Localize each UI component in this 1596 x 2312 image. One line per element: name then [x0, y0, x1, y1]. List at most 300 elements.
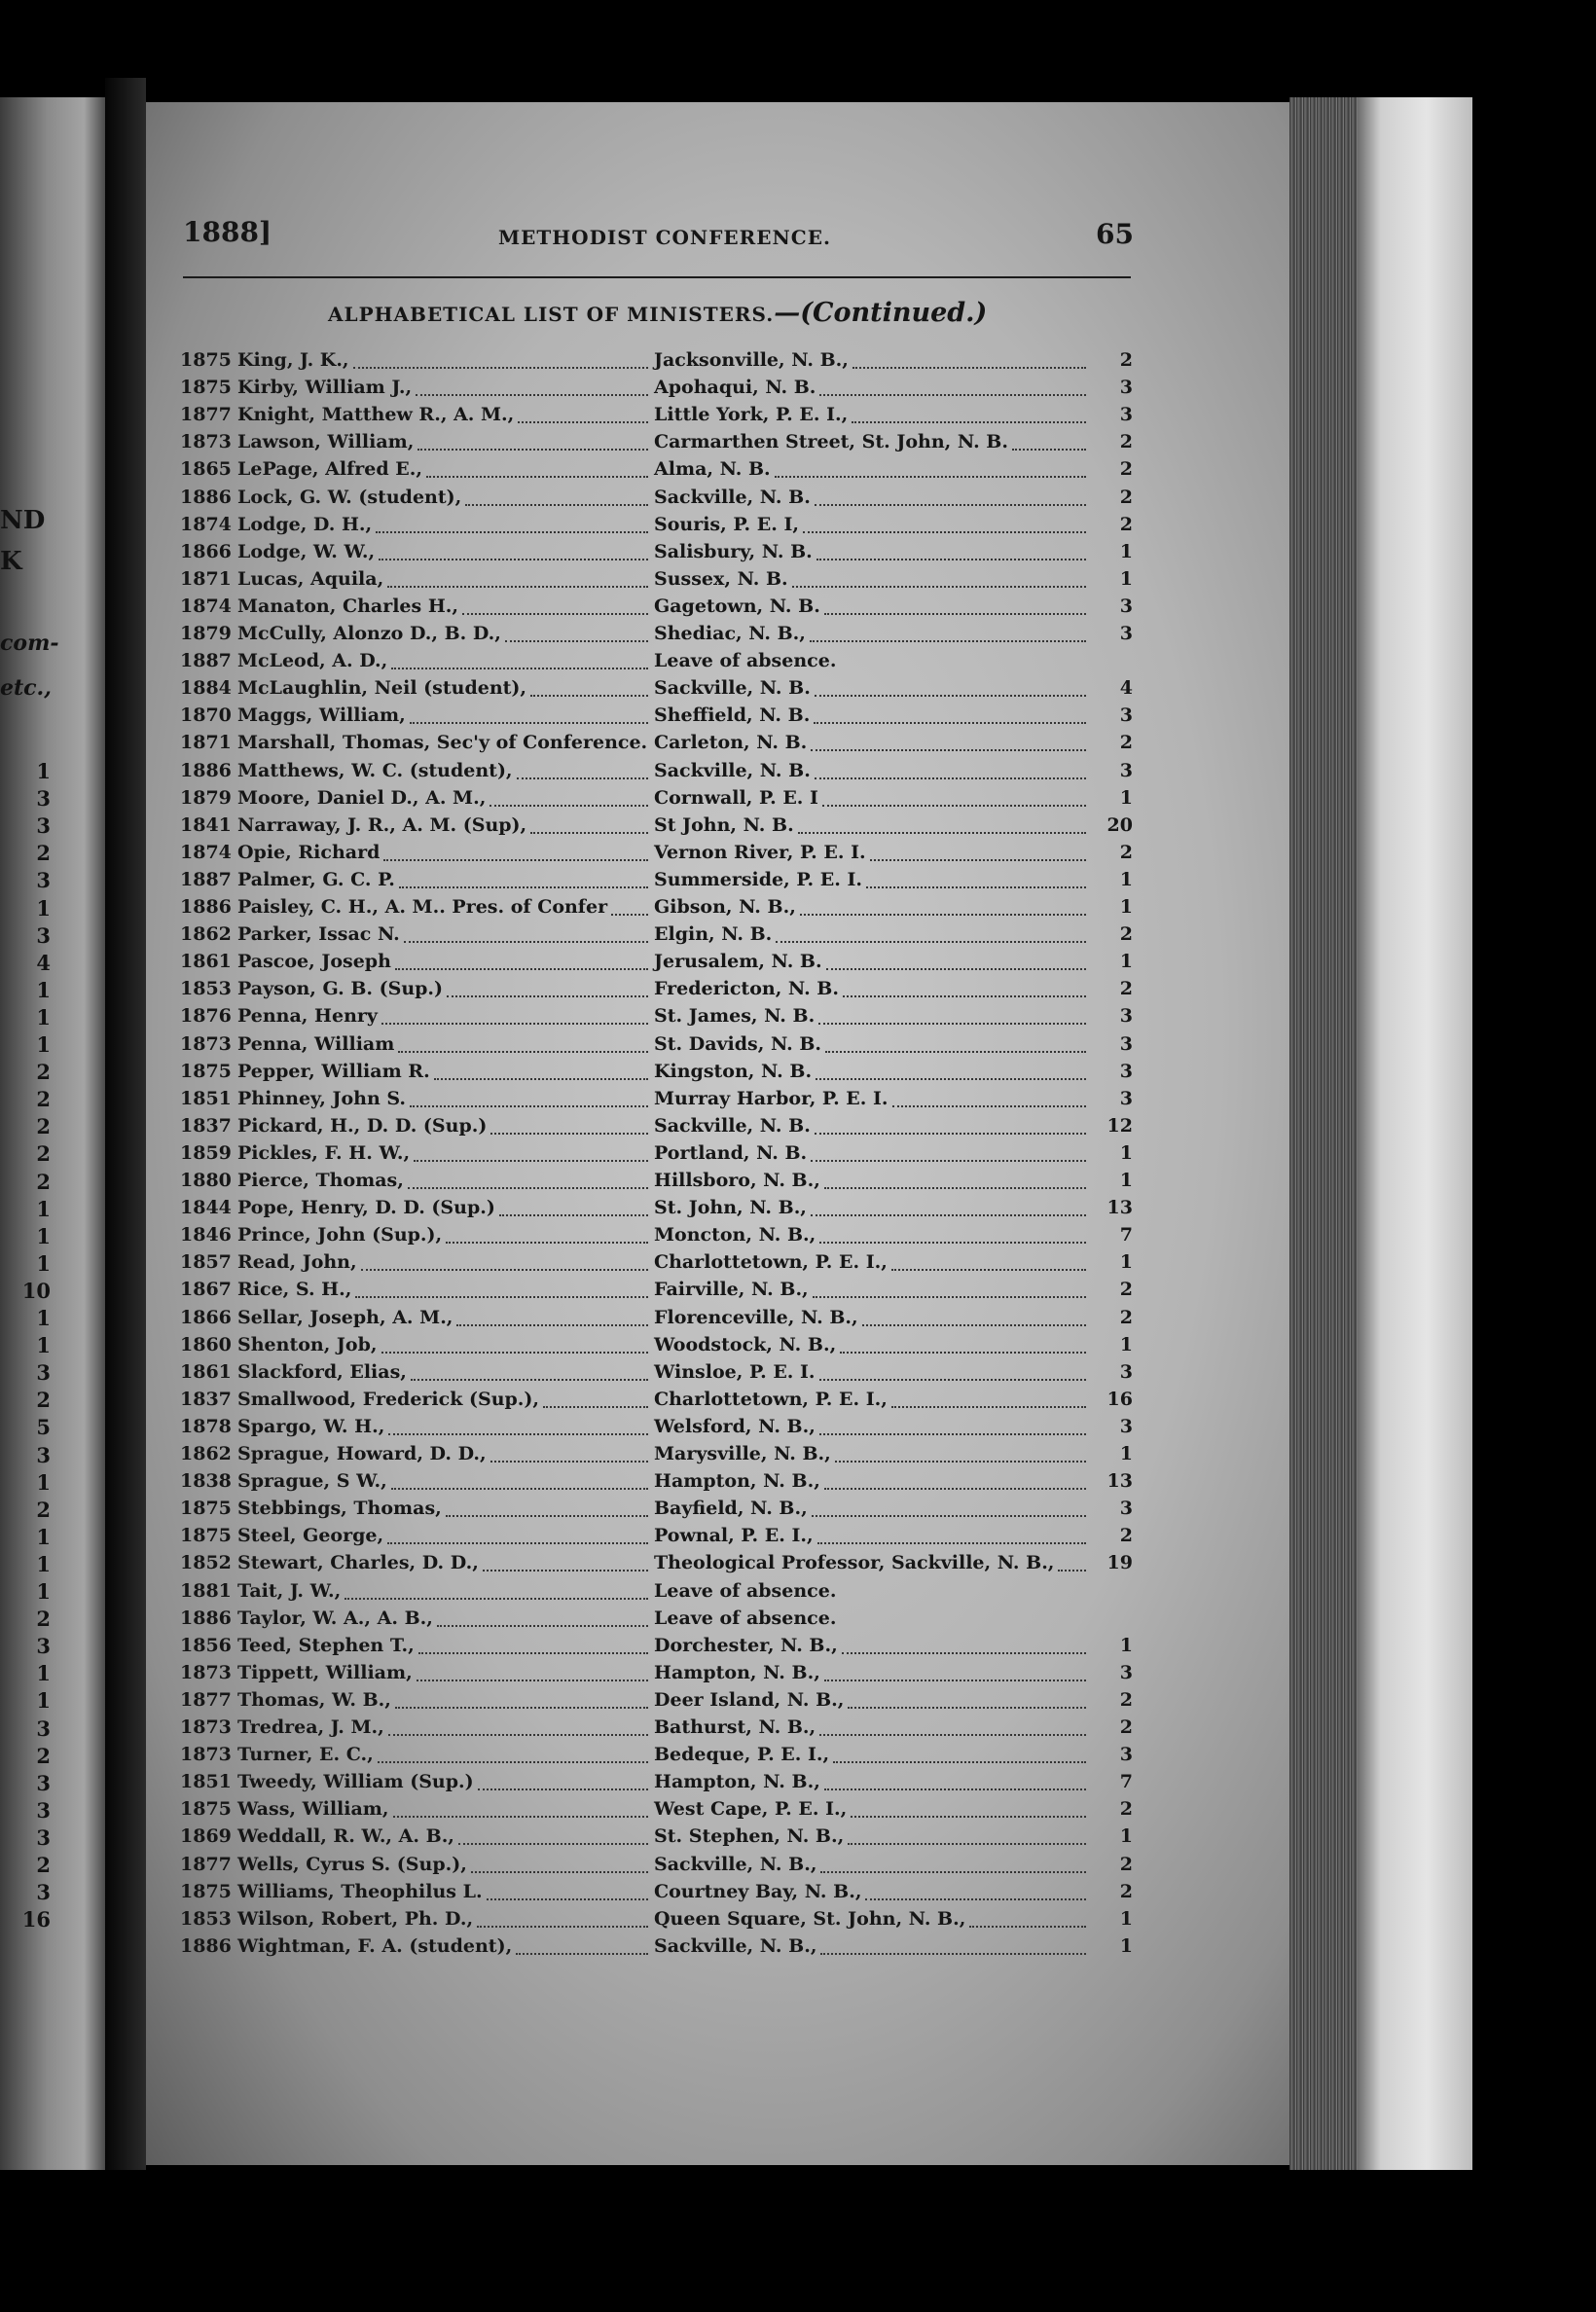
dot-leader — [391, 668, 648, 669]
years-count: 1 — [1119, 540, 1133, 562]
entry-year: 1876 — [180, 1005, 232, 1028]
station-location: Dorchester, N. B., — [654, 1634, 838, 1656]
station-location: Sheffield, N. B. — [654, 704, 811, 727]
left-page-number: 2 — [36, 1169, 51, 1194]
list-item — [0, 455, 1596, 483]
entry-year: 1879 — [180, 623, 232, 644]
left-page-number: 3 — [36, 922, 51, 948]
years-count: 1 — [1119, 1443, 1133, 1464]
list-item — [0, 538, 1596, 565]
left-page-number: 2 — [36, 1087, 51, 1112]
entry-year: 1851 — [180, 1087, 232, 1109]
left-page-number: 1 — [36, 1524, 51, 1549]
minister-name: Kirby, William J., — [237, 377, 413, 399]
station-location: Salisbury, N. B. — [654, 540, 813, 562]
dot-leader — [404, 941, 648, 943]
list-item — [0, 702, 1596, 729]
station-location: Woodstock, N. B., — [654, 1333, 837, 1355]
station-location: Gibson, N. B., — [654, 896, 796, 918]
minister-name: Wells, Cyrus S. (Sup.), — [237, 1853, 467, 1875]
minister-name: Payson, G. B. (Sup.) — [237, 978, 444, 1000]
dot-leader — [819, 1379, 1086, 1381]
entry-year: 1871 — [180, 732, 232, 754]
years-count: 1 — [1119, 951, 1133, 973]
years-count: 3 — [1119, 1060, 1133, 1082]
station-location: Carleton, N. B. — [654, 732, 808, 754]
minister-name: Sprague, S W., — [237, 1470, 387, 1493]
list-item — [0, 1167, 1596, 1194]
dot-leader — [410, 722, 648, 724]
years-count: 2 — [1119, 732, 1133, 754]
list-item — [0, 1577, 1596, 1605]
years-count: 20 — [1106, 813, 1133, 836]
station-location: Leave of absence. — [654, 1607, 837, 1629]
entry-year: 1886 — [180, 896, 232, 918]
years-count: 2 — [1119, 923, 1133, 946]
station-location: Marysville, N. B., — [654, 1443, 831, 1464]
years-count: 3 — [1119, 1744, 1133, 1766]
minister-name: Palmer, G. C. P. — [237, 868, 395, 890]
entry-year: 1877 — [180, 404, 232, 426]
years-count: 2 — [1119, 1306, 1133, 1328]
left-page-number: 3 — [36, 868, 51, 893]
dot-leader — [891, 1269, 1086, 1271]
dot-leader — [866, 886, 1086, 888]
list-item — [0, 1495, 1596, 1522]
station-location: Cornwall, P. E. I — [654, 786, 818, 809]
left-page-number: 2 — [36, 1743, 51, 1768]
dot-leader — [1058, 1570, 1086, 1571]
left-page-number: 1 — [36, 1688, 51, 1714]
minister-name: Lawson, William, — [237, 431, 415, 453]
minister-name: Wilson, Robert, Ph. D., — [237, 1907, 474, 1930]
dot-leader — [969, 1926, 1086, 1928]
list-item — [0, 1030, 1596, 1058]
list-item — [0, 1878, 1596, 1905]
station-location: St. John, N. B., — [654, 1197, 807, 1219]
minister-name: Tredrea, J. M., — [237, 1716, 384, 1738]
left-page-number: 3 — [36, 1634, 51, 1659]
entry-year: 1869 — [180, 1825, 232, 1848]
station-location: St. Stephen, N. B., — [654, 1825, 845, 1848]
entry-year: 1851 — [180, 1771, 232, 1793]
station-location: Elgin, N. B. — [654, 923, 773, 946]
station-location: Souris, P. E. I, — [654, 513, 799, 535]
minister-name: Rice, S. H., — [237, 1279, 352, 1301]
left-page-number: 2 — [36, 1853, 51, 1877]
dot-leader — [530, 695, 648, 697]
station-location: Courtney Bay, N. B., — [654, 1880, 862, 1902]
years-count: 1 — [1119, 567, 1133, 590]
minister-name: Sellar, Joseph, A. M., — [237, 1306, 453, 1328]
years-count: 12 — [1106, 1114, 1133, 1137]
entry-year: 1874 — [180, 595, 232, 617]
dot-leader — [820, 1871, 1086, 1873]
minister-name: Lock, G. W. (student), — [237, 486, 462, 508]
entry-year: 1881 — [180, 1579, 232, 1602]
dot-leader — [833, 1761, 1086, 1763]
entry-year: 1875 — [180, 1498, 232, 1520]
list-item — [0, 1768, 1596, 1795]
entry-year: 1857 — [180, 1251, 232, 1274]
dot-leader — [417, 1680, 648, 1681]
station-location: Deer Island, N. B., — [654, 1688, 845, 1711]
station-location: Shediac, N. B., — [654, 623, 806, 644]
list-item — [0, 1002, 1596, 1030]
minister-name: Lodge, W. W., — [237, 540, 376, 562]
years-count: 7 — [1119, 1224, 1133, 1246]
dot-leader — [530, 832, 648, 834]
minister-name: Parker, Issac N. — [237, 923, 400, 946]
list-item — [0, 975, 1596, 1002]
dot-leader — [388, 1734, 648, 1736]
station-location: Florenceville, N. B., — [654, 1306, 858, 1328]
dot-leader — [813, 1296, 1086, 1298]
years-count: 3 — [1119, 1360, 1133, 1383]
entry-year: 1844 — [180, 1197, 232, 1219]
station-location: Winsloe, P. E. I. — [654, 1360, 816, 1383]
entry-year: 1856 — [180, 1634, 232, 1656]
list-item — [0, 1248, 1596, 1276]
dot-leader — [817, 1542, 1086, 1544]
dot-leader — [411, 1379, 648, 1381]
left-page-number: 1 — [36, 759, 51, 783]
station-location: Murray Harbor, P. E. I. — [654, 1087, 889, 1109]
station-location: Sackville, N. B. — [654, 486, 811, 508]
station-location: Charlottetown, P. E. I., — [654, 1388, 888, 1410]
minister-name: Steel, George, — [237, 1525, 384, 1547]
dot-leader — [825, 1051, 1086, 1053]
dot-leader — [803, 531, 1086, 533]
entry-year: 1887 — [180, 650, 232, 672]
left-page-number: 10 — [21, 1278, 51, 1303]
station-location: Summerside, P. E. I. — [654, 868, 862, 890]
list-item — [0, 1194, 1596, 1221]
years-count: 3 — [1119, 377, 1133, 399]
years-count: 1 — [1119, 1825, 1133, 1848]
list-item — [0, 1741, 1596, 1768]
dot-leader — [499, 1214, 648, 1216]
list-item — [0, 1686, 1596, 1714]
station-location: Hampton, N. B., — [654, 1661, 820, 1683]
entry-year: 1859 — [180, 1141, 232, 1164]
entry-year: 1875 — [180, 1798, 232, 1821]
entry-year: 1878 — [180, 1415, 232, 1437]
minister-name: Lodge, D. H., — [237, 513, 373, 535]
header-rule — [183, 276, 1131, 278]
dot-leader — [800, 914, 1086, 916]
station-location: Moncton, N. B., — [654, 1224, 816, 1246]
entry-year: 1865 — [180, 458, 232, 481]
entry-year: 1860 — [180, 1333, 232, 1355]
years-count: 2 — [1119, 1688, 1133, 1711]
list-item — [0, 1714, 1596, 1741]
left-page-number: 1 — [36, 895, 51, 921]
dot-leader — [517, 777, 648, 779]
entry-year: 1873 — [180, 431, 232, 453]
left-page-number: 1 — [36, 1469, 51, 1495]
left-page-number: 1 — [36, 1551, 51, 1576]
list-item — [0, 948, 1596, 975]
entry-year: 1861 — [180, 951, 232, 973]
years-count: 3 — [1119, 704, 1133, 727]
entry-year: 1877 — [180, 1853, 232, 1875]
left-page-number: 4 — [36, 950, 51, 975]
left-page-number: 3 — [36, 1360, 51, 1386]
station-location: West Cape, P. E. I., — [654, 1798, 848, 1821]
list-item — [0, 839, 1596, 866]
years-count: 1 — [1119, 1934, 1133, 1957]
station-location: Hampton, N. B., — [654, 1470, 820, 1493]
years-count: 3 — [1119, 1415, 1133, 1437]
years-count: 3 — [1119, 1005, 1133, 1028]
entry-year: 1875 — [180, 1525, 232, 1547]
dot-leader — [798, 832, 1086, 834]
dot-leader — [824, 1680, 1086, 1681]
dot-leader — [835, 1461, 1086, 1463]
dot-leader — [810, 640, 1086, 642]
years-count: 3 — [1119, 1032, 1133, 1055]
list-item — [0, 1795, 1596, 1823]
left-page-number: 2 — [36, 1060, 51, 1085]
dot-leader — [456, 1324, 648, 1326]
station-location: Queen Square, St. John, N. B., — [654, 1907, 966, 1930]
years-count: 2 — [1119, 349, 1133, 371]
station-location: Jerusalem, N. B. — [654, 951, 822, 973]
left-page-number: 1 — [36, 1661, 51, 1686]
entry-year: 1852 — [180, 1552, 232, 1574]
list-item — [0, 1823, 1596, 1850]
dot-leader — [815, 504, 1086, 506]
minister-name: Wightman, F. A. (student), — [237, 1934, 513, 1957]
station-location: Alma, N. B. — [654, 458, 771, 481]
dot-leader — [819, 1734, 1086, 1736]
dot-leader — [822, 805, 1086, 807]
station-location: Hillsboro, N. B., — [654, 1170, 820, 1191]
years-count: 13 — [1106, 1470, 1133, 1493]
dot-leader — [414, 1160, 648, 1162]
dot-leader — [824, 1788, 1086, 1790]
list-item — [0, 921, 1596, 948]
entry-year: 1841 — [180, 813, 232, 836]
station-location: Little York, P. E. I., — [654, 404, 849, 426]
dot-leader — [543, 1406, 648, 1408]
station-location: Kingston, N. B. — [654, 1060, 813, 1082]
list-item — [0, 1632, 1596, 1659]
dot-leader — [434, 1078, 648, 1080]
entry-year: 1886 — [180, 1607, 232, 1629]
dot-leader — [892, 1105, 1086, 1107]
entry-year: 1873 — [180, 1661, 232, 1683]
left-page-number: 1 — [36, 1032, 51, 1057]
station-location: Apohaqui, N. B. — [654, 377, 816, 399]
station-location: Bayfield, N. B., — [654, 1498, 808, 1520]
list-item — [0, 565, 1596, 593]
minister-name: Tait, J. W., — [237, 1579, 342, 1602]
years-count: 4 — [1119, 677, 1133, 700]
minister-name: Penna, Henry — [237, 1005, 378, 1028]
left-page-number: 1 — [36, 1250, 51, 1276]
left-page-number: 16 — [21, 1907, 51, 1933]
minister-name: Penna, William — [237, 1032, 395, 1055]
entry-year: 1875 — [180, 1880, 232, 1902]
dot-leader — [381, 1023, 648, 1025]
dot-leader — [345, 1598, 648, 1600]
entry-year: 1870 — [180, 704, 232, 727]
station-location: Sackville, N. B., — [654, 1934, 817, 1957]
years-count: 2 — [1119, 1716, 1133, 1738]
dot-leader — [361, 1269, 648, 1271]
left-page-number: 1 — [36, 1196, 51, 1221]
list-item — [0, 346, 1596, 374]
station-location: Sackville, N. B., — [654, 1853, 817, 1875]
dot-leader — [815, 777, 1086, 779]
dot-leader — [378, 1761, 648, 1763]
dot-leader — [388, 1433, 648, 1435]
years-count: 2 — [1119, 513, 1133, 535]
station-location: St. Davids, N. B. — [654, 1032, 822, 1055]
minister-name: Read, John, — [237, 1251, 357, 1274]
list-item — [0, 511, 1596, 538]
station-location: Pownal, P. E. I., — [654, 1525, 814, 1547]
list-item — [0, 1933, 1596, 1960]
minister-name: Pickard, H., D. D. (Sup.) — [237, 1114, 488, 1137]
dot-leader — [399, 886, 648, 888]
years-count: 2 — [1119, 1798, 1133, 1821]
minister-name: Stewart, Charles, D. D., — [237, 1552, 479, 1574]
list-item — [0, 1851, 1596, 1878]
left-page-text: K — [0, 547, 22, 576]
dot-leader — [611, 914, 648, 916]
left-page-number: 2 — [36, 1114, 51, 1139]
entry-year: 1862 — [180, 923, 232, 946]
years-count: 3 — [1119, 623, 1133, 644]
years-count: 3 — [1119, 759, 1133, 781]
dot-leader — [818, 1023, 1086, 1025]
left-page-number: 3 — [36, 1442, 51, 1467]
years-count: 2 — [1119, 1279, 1133, 1301]
left-page-number: 3 — [36, 1880, 51, 1905]
entry-year: 1886 — [180, 1934, 232, 1957]
dot-leader — [819, 1433, 1086, 1435]
station-location: Leave of absence. — [654, 650, 837, 672]
entry-year: 1873 — [180, 1716, 232, 1738]
years-count: 2 — [1119, 458, 1133, 481]
list-item — [0, 812, 1596, 839]
left-page-text: ND — [0, 506, 46, 535]
station-location: Fairville, N. B., — [654, 1279, 809, 1301]
entry-year: 1853 — [180, 1907, 232, 1930]
minister-name: McCully, Alonzo D., B. D., — [237, 623, 501, 644]
minister-name: Williams, Theophilus L. — [237, 1880, 483, 1902]
list-item — [0, 1085, 1596, 1112]
dot-leader — [824, 1187, 1086, 1189]
list-item — [0, 1112, 1596, 1139]
minister-name: Narraway, J. R., A. M. (Sup), — [237, 813, 527, 836]
years-count: 1 — [1119, 896, 1133, 918]
years-count: 3 — [1119, 595, 1133, 617]
dot-leader — [776, 941, 1086, 943]
list-item — [0, 428, 1596, 455]
dot-leader — [387, 1542, 648, 1544]
minister-name: Pascoe, Joseph — [237, 951, 391, 973]
dot-leader — [870, 859, 1086, 861]
left-page-number: 3 — [36, 1824, 51, 1850]
minister-name: Marshall, Thomas, Sec'y of Conference. — [237, 732, 648, 754]
station-location: Jacksonville, N. B., — [654, 349, 849, 371]
list-item — [0, 1386, 1596, 1413]
entry-year: 1877 — [180, 1688, 232, 1711]
list-item — [0, 620, 1596, 647]
years-count: 2 — [1119, 431, 1133, 453]
minister-name: Prince, John (Sup.), — [237, 1224, 443, 1246]
dot-leader — [462, 613, 648, 615]
left-page-number: 1 — [36, 1579, 51, 1604]
dot-leader — [417, 449, 648, 451]
years-count: 3 — [1119, 1661, 1133, 1683]
station-location: Theological Professor, Sackville, N. B., — [654, 1552, 1055, 1574]
dot-leader — [848, 1843, 1086, 1845]
list-item — [0, 1659, 1596, 1686]
entry-year: 1838 — [180, 1470, 232, 1493]
station-location: Leave of absence. — [654, 1579, 837, 1602]
entry-year: 1837 — [180, 1114, 232, 1137]
station-location: Charlottetown, P. E. I., — [654, 1251, 888, 1274]
dot-leader — [811, 1160, 1086, 1162]
left-page-number: 3 — [36, 813, 51, 839]
dot-leader — [483, 1570, 648, 1571]
minister-name: Phinney, John S. — [237, 1087, 407, 1109]
dot-leader — [852, 367, 1086, 369]
dot-leader — [891, 1406, 1086, 1408]
dot-leader — [824, 613, 1086, 615]
dot-leader — [843, 995, 1086, 997]
station-location: Gagetown, N. B. — [654, 595, 820, 617]
entry-year: 1861 — [180, 1360, 232, 1383]
years-count: 2 — [1119, 1853, 1133, 1875]
entry-year: 1875 — [180, 349, 232, 371]
dot-leader — [383, 859, 648, 861]
list-item — [0, 647, 1596, 674]
left-page-number: 3 — [36, 1716, 51, 1741]
years-count: 1 — [1119, 1251, 1133, 1274]
minister-name: King, J. K., — [237, 349, 349, 371]
dot-leader — [446, 1515, 648, 1517]
entry-year: 1873 — [180, 1032, 232, 1055]
dot-leader — [792, 586, 1086, 588]
dot-leader — [410, 1105, 648, 1107]
left-page-number: 1 — [36, 1223, 51, 1248]
years-count: 1 — [1119, 1907, 1133, 1930]
dot-leader — [814, 722, 1086, 724]
minister-name: Paisley, C. H., A. M.. Pres. of Confer — [237, 896, 608, 918]
dot-leader — [505, 640, 648, 642]
entry-year: 1866 — [180, 540, 232, 562]
list-item — [0, 1467, 1596, 1495]
list-item — [0, 593, 1596, 620]
dot-leader — [376, 531, 648, 533]
list-item — [0, 784, 1596, 812]
list-item — [0, 1358, 1596, 1386]
minister-name: Sprague, Howard, D. D., — [237, 1443, 487, 1464]
dot-leader — [490, 1133, 648, 1135]
dot-leader — [862, 1324, 1086, 1326]
entry-year: 1874 — [180, 513, 232, 535]
dot-leader — [437, 1625, 648, 1627]
entry-year: 1886 — [180, 486, 232, 508]
minister-name: Slackford, Elias, — [237, 1360, 407, 1383]
list-item — [0, 893, 1596, 921]
